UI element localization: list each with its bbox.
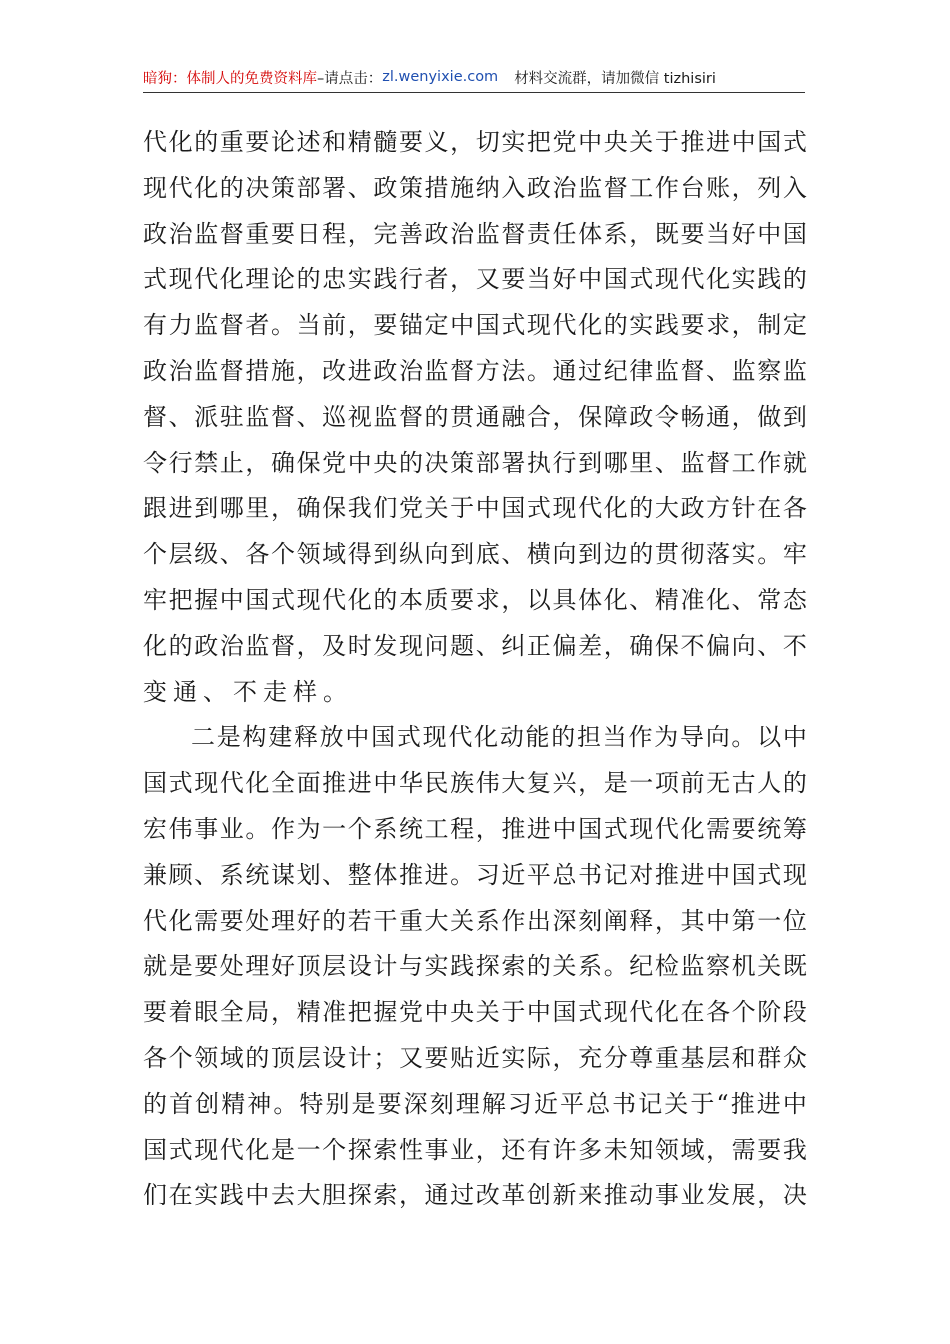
header-wechat-note: 材料交流群，请加微信 tizhisiri: [514, 70, 716, 87]
text-line: 代 化 的 重 要 论 述 和 精 髓 要 义 ， 切 实 把 党 中 央 关 于 推 进 中 国 式: [143, 128, 807, 156]
text-line: 代 化 需 要 处 理 好 的 若 干 重 大 关 系 作 出 深 刻 阐 释 ， 其 中 第 一 位: [143, 906, 807, 935]
text-line: 要 着 眼 全 局 ， 精 准 把 握 党 中 央 关 于 中 国 式 现 代 化 在 各 个 阶 段: [143, 998, 807, 1027]
text-line: 跟 进 到 哪 里 ， 确 保 我 们 党 关 于 中 国 式 现 代 化 的 大 政 方 针 在 各: [143, 494, 807, 523]
header-url-link[interactable]: zl.wenyixie.com: [382, 69, 499, 85]
text-line: 督 、 派 驻 监 督 、 巡 视 监 督 的 贯 通 融 合 ， 保 障 政 令 畅 通 ， 做 到: [143, 402, 807, 431]
header-click-prefix: –请点击：: [317, 70, 383, 87]
text-line: 牢 把 握 中 国 式 现 代 化 的 本 质 要 求 ， 以 具 体 化 、 精 准 化 、 常 态: [143, 585, 807, 614]
text-line: 个 层 级 、 各 个 领 域 得 到 纵 向 到 底 、 横 向 到 边 的 贯 彻 落 实 。 牢: [143, 540, 807, 569]
text-line: 现 代 化 的 决 策 部 署 、 政 策 措 施 纳 入 政 治 监 督 工 作 台 账 ， 列 入: [143, 173, 807, 202]
header-brand: 暗狗：体制人的免费资料库: [143, 70, 317, 87]
text-line: 各 个 领 域 的 顶 层 设 计 ； 又 要 贴 近 实 际 ， 充 分 尊 重 基 层 和 群 众: [143, 1043, 807, 1072]
text-line: 令 行 禁 止 ， 确 保 党 中 央 的 决 策 部 署 执 行 到 哪 里 、 监 督 工 作 就: [143, 448, 807, 477]
text-line: 政 治 监 督 措 施 ， 改 进 政 治 监 督 方 法 。 通 过 纪 律 监 督 、 监 察 监: [143, 356, 807, 385]
text-line: 宏 伟 事 业 。 作 为 一 个 系 统 工 程 ， 推 进 中 国 式 现 代 化 需 要 统 筹: [143, 814, 807, 843]
text-line: 就 是 要 处 理 好 顶 层 设 计 与 实 践 探 索 的 关 系 。 纪 检 监 察 机 关 既: [143, 952, 807, 981]
text-line: 们 在 实 践 中 去 大 胆 探 索 ， 通 过 改 革 创 新 来 推 动 事 业 发 展 ， 决: [143, 1181, 807, 1210]
text-line: 变通、不走样。: [143, 677, 353, 706]
text-line: 国 式 现 代 化 是 一 个 探 索 性 事 业 ， 还 有 许 多 未 知 领 域 ， 需 要 我: [143, 1135, 807, 1164]
text-line: 二 是 构 建 释 放 中 国 式 现 代 化 动 能 的 担 当 作 为 导 向 。 以 中: [191, 723, 807, 752]
text-line: 的 首 创 精 神 。 特 别 是 要 深 刻 理 解 习 近 平 总 书 记 关 于 “ 推 进 中: [143, 1089, 807, 1118]
text-line: 政 治 监 督 重 要 日 程 ， 完 善 政 治 监 督 责 任 体 系 ， 既 要 当 好 中 国: [143, 219, 807, 248]
document-body: [143, 120, 807, 1219]
page-header: [143, 62, 805, 93]
text-line: 兼 顾 、 系 统 谋 划 、 整 体 推 进 。 习 近 平 总 书 记 对 推 进 中 国 式 现: [143, 860, 807, 889]
text-line: 国 式 现 代 化 全 面 推 进 中 华 民 族 伟 大 复 兴 ， 是 一 项 前 无 古 人 的: [143, 769, 807, 798]
text-line: 有 力 监 督 者 。 当 前 ， 要 锚 定 中 国 式 现 代 化 的 实 践 要 求 ， 制 定: [143, 311, 807, 340]
text-line: 化 的 政 治 监 督 ， 及 时 发 现 问 题 、 纠 正 偏 差 ， 确 保 不 偏 向 、 不: [143, 631, 807, 660]
text-line: 式 现 代 化 理 论 的 忠 实 践 行 者 ， 又 要 当 好 中 国 式 现 代 化 实 践 的: [143, 265, 807, 294]
